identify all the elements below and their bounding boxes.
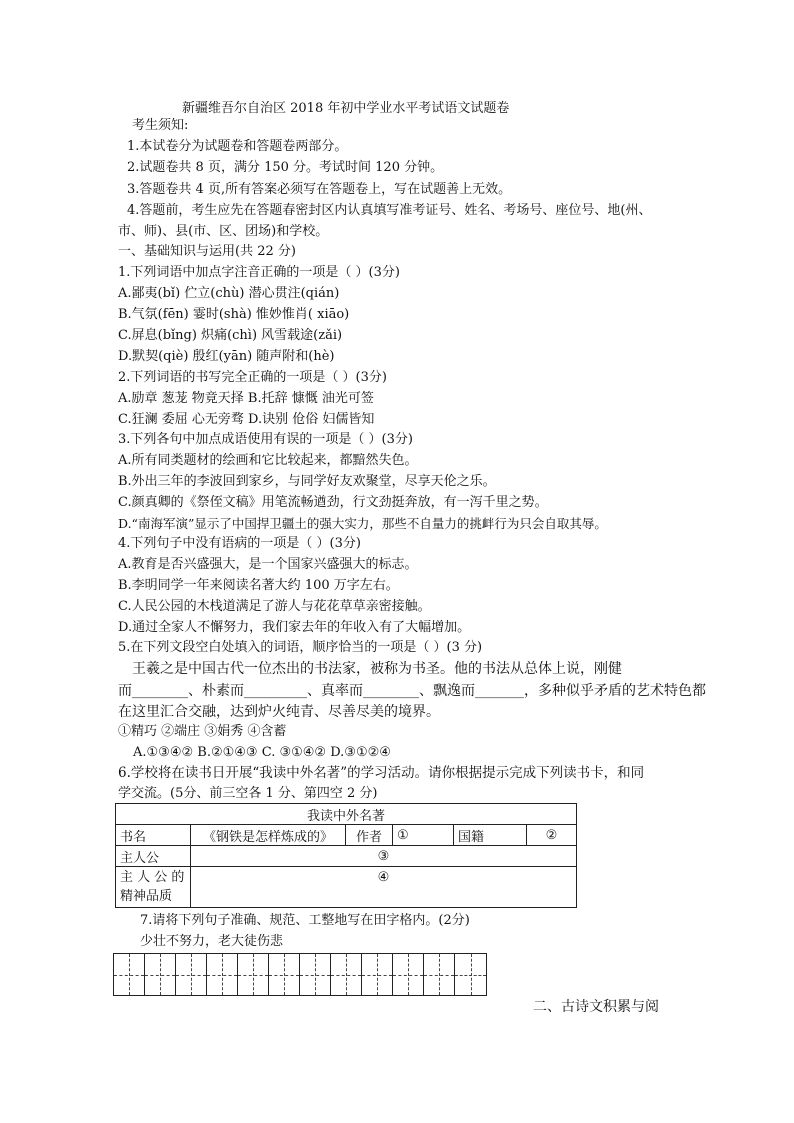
table-header: 我读中外名著 [116, 804, 577, 825]
question-stem: 7.请将下列句子准确、规范、工整地写在田字格内。(2分) [140, 913, 470, 928]
tianzige-cell[interactable] [424, 954, 455, 995]
table-label-line: 主 人 公 的 [120, 870, 185, 885]
question-option: D.通过全家人不懈努力，我们家去年的年收入有了大幅增加。 [118, 620, 471, 635]
question-option: D.“南海军演”显示了中国捍卫疆土的强大实力，那些不自量力的挑衅行为只会自取其辱。 [118, 516, 607, 531]
question-stem: 1.下列词语中加点字注音正确的一项是（ ）(3分) [118, 265, 400, 280]
question-option: A.所有同类题材的绘画和它比较起来，都黯然失色。 [118, 453, 418, 468]
tianzige-cell[interactable] [393, 954, 424, 995]
copy-sentence: 少壮不努力，老大徒伤悲 [140, 934, 284, 949]
tianzige-cell[interactable] [114, 954, 145, 995]
question-option: A.励章 葱茏 物竟天择 B.托辞 慷慨 油光可签 [118, 391, 374, 406]
question-option: C.狂澜 委屈 心无旁骛 D.诀别 伧俗 妇儒皆知 [118, 412, 375, 427]
question-option: C.屏息(bǐng) 炽痛(chì) 风雪载途(zǎi) [118, 328, 343, 343]
table-blank: ③ [191, 846, 577, 867]
passage-line: 而________、朴素而_________、真率而________、飘逸而_______，多种似乎矛盾的艺术特色都 [118, 683, 706, 699]
tianzige-cell[interactable] [455, 954, 486, 995]
question-stem: 5.在下列文段空白处填入的词语，顺序恰当的一项是（ ）(3 分) [118, 640, 483, 655]
question-option: A.①③④② B.②①④③ C. ③①④② D.③①②④ [133, 745, 391, 760]
table-label-line: 精神品质 [120, 889, 173, 904]
notice-item: 2.试题卷共 8 页，满分 150 分。考试时间 120 分钟。 [127, 160, 444, 175]
tianzige-cell[interactable] [176, 954, 207, 995]
table-blank: ④ [191, 867, 577, 908]
tianzige-cell[interactable] [362, 954, 393, 995]
reading-card-table [115, 803, 577, 908]
question-stem: 6.学校将在读书日开展“我读中外名著”的学习活动。请你根据提示完成下列读书卡，和同 [118, 765, 645, 781]
passage-line: 王羲之是中国古代一位杰出的书法家，被称为书圣。他的书法从总体上说，刚健 [132, 661, 622, 677]
notice-heading: 考生须知: [132, 118, 189, 133]
table-label [116, 867, 191, 908]
exam-title: 新疆维吾尔自治区 2018 年初中学业水平考试语文试题卷 [182, 101, 510, 116]
table-label: 主人公 [116, 846, 191, 867]
table-blank: ② [527, 825, 577, 846]
question-stem: 4.下列句子中没有语病的一项是（ ）(3分) [118, 536, 361, 551]
table-cell: 《钢铁是怎样炼成的》 [191, 825, 346, 846]
tianzige-cell[interactable] [145, 954, 176, 995]
word-choices: ①精巧 ②端庄 ③娟秀 ④含蓄 [118, 724, 287, 739]
question-option: C.人民公园的木栈道满足了游人与花花草草亲密接触。 [118, 599, 431, 614]
notice-item: 4.答题前，考生应先在答题春密封区内认真填写准考证号、姓名、考场号、座位号、地(州、 [127, 203, 652, 218]
table-label: 国籍 [454, 825, 527, 846]
question-option: D.默契(qiè) 殷红(yān) 随声附和(hè) [118, 349, 335, 364]
tianzige-cell[interactable] [269, 954, 300, 995]
question-stem: 2.下列词语的书写完全正确的一项是（ ）(3分) [118, 370, 387, 385]
table-label: 作者 [346, 825, 393, 846]
question-stem: 学交流。(5分、前三空各 1 分、第四空 2 分) [118, 786, 378, 801]
tianzige-grid [113, 953, 487, 996]
table-blank: ① [393, 825, 454, 846]
question-stem: 3.下列各句中加点成语使用有误的一项是（ ）(3分) [118, 432, 413, 447]
question-option: B.气氛(fēn) 霎时(shà) 惟妙惟肖( xiāo) [118, 307, 350, 322]
question-option: B.李明同学一年来阅读名著大约 100 万字左右。 [118, 578, 399, 593]
section-heading: 一、基础知识与运用(共 22 分) [118, 244, 296, 259]
tianzige-cell[interactable] [331, 954, 362, 995]
passage-line: 在这里汇合交融，达到炉火纯青、尽善尽美的境界。 [118, 704, 440, 720]
question-option: B.外出三年的李波回到家乡，与同学好友欢聚堂，尽享天伦之乐。 [118, 474, 496, 489]
tianzige-cell[interactable] [300, 954, 331, 995]
table-label: 书名 [116, 825, 191, 846]
notice-item: 3.答题卷共 4 页,所有答案必须写在答题卷上，写在试题善上无效。 [127, 182, 512, 197]
question-option: C.颜真卿的《祭侄文稿》用笔流畅遒劲，行文劲挺奔放，有一泻千里之势。 [118, 495, 548, 510]
tianzige-cell[interactable] [238, 954, 269, 995]
question-option: A.教育是否兴盛强大，是一个国家兴盛强大的标志。 [118, 557, 418, 572]
notice-item: 市、师)、县(市、区、团场)和学校。 [118, 224, 329, 239]
question-option: A.鄙夷(bǐ) 伫立(chù) 潜心贯注(qián) [118, 286, 340, 301]
section-heading: 二、古诗文积累与阅 [533, 999, 659, 1015]
tianzige-cell[interactable] [207, 954, 238, 995]
notice-item: 1.本试卷分为试题卷和答题卷两部分。 [127, 139, 348, 154]
